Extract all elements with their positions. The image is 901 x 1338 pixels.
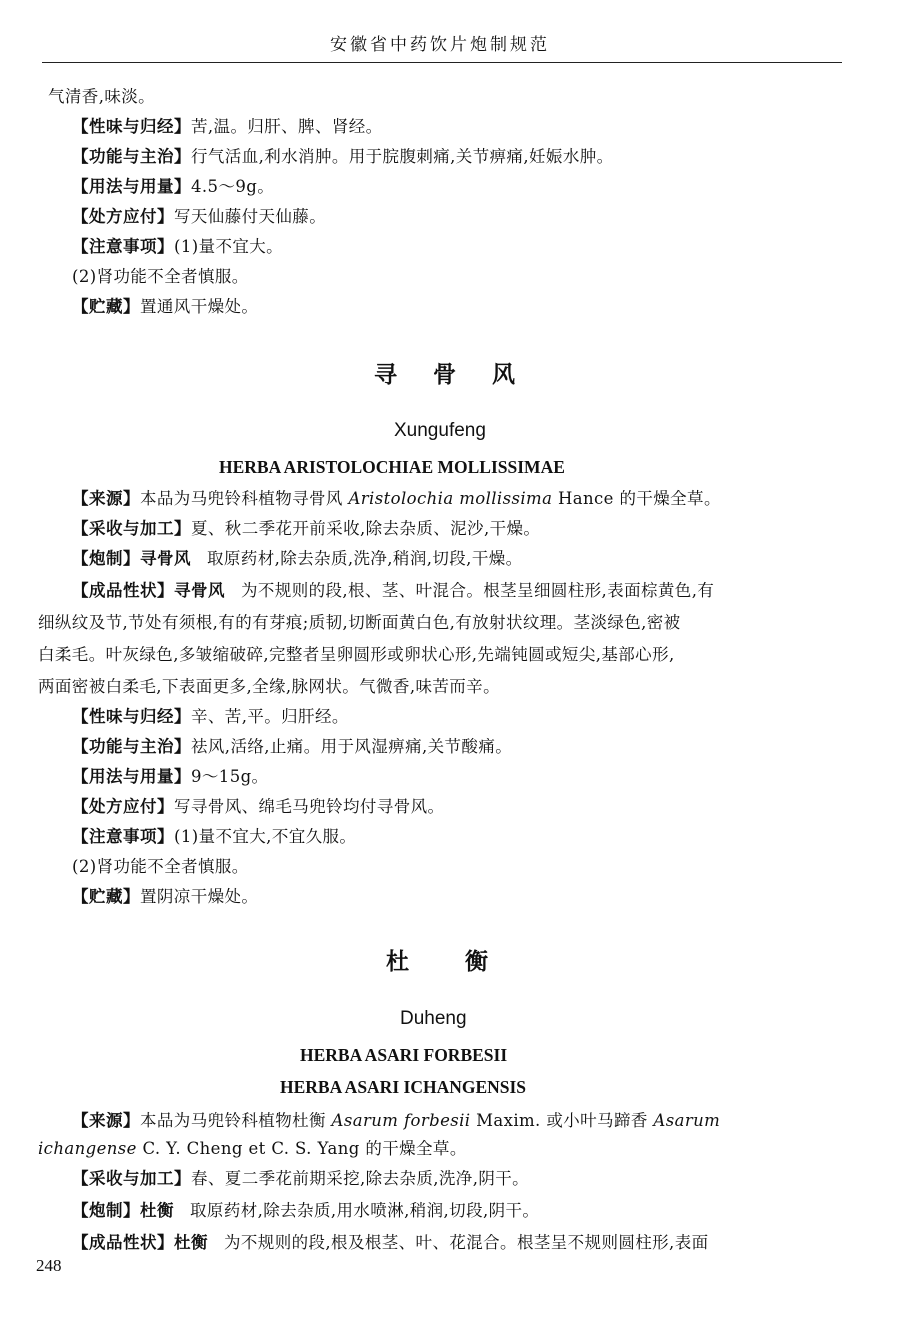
entry-harvest: 【采收与加工】春、夏二季花前期采挖,除去杂质,洗净,阴干。 — [72, 1169, 530, 1188]
entry-latin-name: HERBA ASARI ICHANGENSIS — [280, 1077, 527, 1097]
entry-source: 【来源】本品为马兜铃科植物杜衡 Asarum forbesii Maxim. 或小叶马蹄香 Asarum — [72, 1111, 721, 1130]
entry-source: 【来源】本品为马兜铃科植物寻骨风 Aristolochia mollissima Hance 的干燥全草。 — [72, 489, 721, 508]
entry-dosage: 【用法与用量】9～15g。 — [72, 767, 269, 786]
entry-pinyin: Duheng — [400, 1008, 467, 1029]
entry-function: 【功能与主治】祛风,活络,止痛。用于风湿痹痛,关节酸痛。 — [72, 737, 513, 756]
continued-text: 气清香,味淡。 — [48, 87, 156, 106]
entry-nature: 【性味与归经】辛、苦,平。归肝经。 — [72, 707, 349, 726]
entry-description-line: 白柔毛。叶灰绿色,多皱缩破碎,完整者呈卵圆形或卵状心形,先端钝圆或短尖,基部心形, — [38, 645, 675, 664]
entry-title: 寻骨风 — [374, 362, 551, 388]
continued-nature: 【性味与归经】苦,温。归肝、脾、肾经。 — [72, 117, 383, 136]
entry-description: 【成品性状】杜衡 为不规则的段,根及根茎、叶、花混合。根茎呈不规则圆柱形,表面 — [72, 1233, 709, 1252]
entry-processing: 【炮制】寻骨风 取原药材,除去杂质,洗净,稍润,切段,干燥。 — [72, 549, 523, 568]
entry-description-line: 细纵纹及节,节处有须根,有的有芽痕;质韧,切断面黄白色,有放射状纹理。茎淡绿色,密被 — [38, 613, 681, 632]
entry-pinyin: Xungufeng — [394, 420, 486, 441]
entry-harvest: 【采收与加工】夏、秋二季花开前采收,除去杂质、泥沙,干燥。 — [72, 519, 541, 538]
entry-latin-name: HERBA ARISTOLOCHIAE MOLLISSIMAE — [219, 457, 565, 477]
entry-caution-2: (2)肾功能不全者慎服。 — [72, 857, 249, 876]
entry-description-line: 两面密被白柔毛,下表面更多,全缘,脉网状。气微香,味苦而辛。 — [38, 677, 500, 696]
header-rule — [42, 62, 842, 63]
continued-caution: 【注意事项】(1)量不宜大。 — [72, 237, 284, 256]
page-number: 248 — [36, 1256, 62, 1275]
continued-dosage: 【用法与用量】4.5～9g。 — [72, 177, 275, 196]
continued-caution-2: (2)肾功能不全者慎服。 — [72, 267, 249, 286]
continued-prescription: 【处方应付】写天仙藤付天仙藤。 — [72, 207, 327, 226]
entry-storage: 【贮藏】置阴凉干燥处。 — [72, 887, 259, 906]
continued-function: 【功能与主治】行气活血,利水消肿。用于脘腹刺痛,关节痹痛,妊娠水肿。 — [72, 147, 614, 166]
entry-title: 杜衡 — [386, 949, 544, 975]
running-head: 安徽省中药饮片炮制规范 — [330, 35, 550, 55]
entry-processing: 【炮制】杜衡 取原药材,除去杂质,用水喷淋,稍润,切段,阴干。 — [72, 1201, 540, 1220]
continued-storage: 【贮藏】置通风干燥处。 — [72, 297, 259, 316]
entry-description: 【成品性状】寻骨风 为不规则的段,根、茎、叶混合。根茎呈细圆柱形,表面棕黄色,有 — [72, 581, 715, 600]
entry-caution: 【注意事项】(1)量不宜大,不宜久服。 — [72, 827, 357, 846]
entry-source-line: ichangense C. Y. Cheng et C. S. Yang 的干燥全草。 — [38, 1139, 467, 1158]
entry-latin-name: HERBA ASARI FORBESII — [300, 1045, 508, 1065]
entry-prescription: 【处方应付】写寻骨风、绵毛马兜铃均付寻骨风。 — [72, 797, 445, 816]
